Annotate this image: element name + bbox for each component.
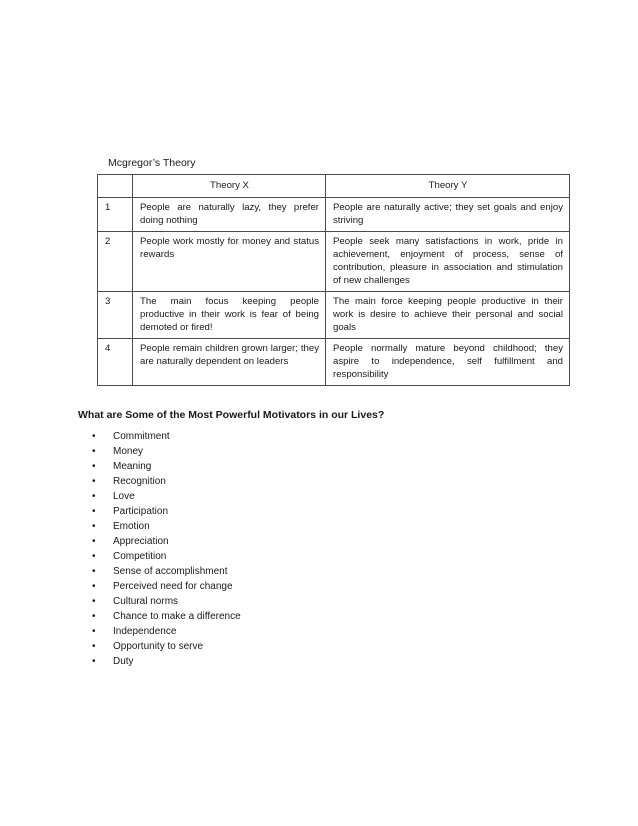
list-item-text: Meaning xyxy=(113,461,152,472)
bullet-icon: • xyxy=(92,446,96,457)
list-item xyxy=(92,504,241,519)
list-item-text: Love xyxy=(113,491,135,502)
theory-table xyxy=(97,174,570,386)
bullet-icon: • xyxy=(92,566,96,577)
list-item xyxy=(92,489,241,504)
table-row xyxy=(98,339,570,386)
bullet-icon: • xyxy=(92,596,96,607)
list-item-text: Commitment xyxy=(113,431,170,442)
table-row xyxy=(98,232,570,292)
header-cell-number xyxy=(98,175,133,198)
theory-y-cell: People seek many satisfactions in work, pride in achievement, enjoyment of process, sense of contribution, pleasure in association and stimulation of new challenges xyxy=(326,232,570,292)
bullet-icon: • xyxy=(92,476,96,487)
theory-y-cell: The main force keeping people productive in their work is desire to achieve their personal and social goals xyxy=(326,292,570,339)
theory-y-cell: People normally mature beyond childhood; they aspire to independence, self fulfillment and responsibility xyxy=(326,339,570,386)
list-item-text: Recognition xyxy=(113,476,166,487)
header-cell-theory-x: Theory X xyxy=(133,175,326,198)
list-item-text: Opportunity to serve xyxy=(113,641,204,652)
list-item-text: Chance to make a difference xyxy=(113,611,241,622)
list-item-text: Participation xyxy=(113,506,169,517)
bullet-icon: • xyxy=(92,521,96,532)
list-item-text: Cultural norms xyxy=(113,596,179,607)
list-item-text: Emotion xyxy=(113,521,150,532)
list-item xyxy=(92,549,241,564)
theory-x-cell: People are naturally lazy, they prefer doing nothing xyxy=(133,198,326,232)
table-header-row xyxy=(98,175,570,198)
list-item xyxy=(92,474,241,489)
row-number: 3 xyxy=(98,292,133,339)
section-heading: What are Some of the Most Powerful Motivators in our Lives? xyxy=(78,409,385,421)
bullet-icon: • xyxy=(92,506,96,517)
list-item xyxy=(92,609,241,624)
list-item-text: Perceived need for change xyxy=(113,581,233,592)
list-item-text: Money xyxy=(113,446,144,457)
list-item xyxy=(92,639,241,654)
list-item xyxy=(92,519,241,534)
table-caption: Mcgregor’s Theory xyxy=(108,157,196,169)
theory-x-cell: The main focus keeping people productive in their work is fear of being demoted or fired! xyxy=(133,292,326,339)
list-item xyxy=(92,624,241,639)
list-item-text: Appreciation xyxy=(113,536,169,547)
motivators-list xyxy=(92,429,241,669)
theory-x-cell: People remain children grown larger; they are naturally dependent on leaders xyxy=(133,339,326,386)
list-item xyxy=(92,594,241,609)
table-row xyxy=(98,198,570,232)
header-cell-theory-y: Theory Y xyxy=(326,175,570,198)
table-row xyxy=(98,292,570,339)
bullet-icon: • xyxy=(92,626,96,637)
bullet-icon: • xyxy=(92,611,96,622)
bullet-icon: • xyxy=(92,641,96,652)
bullet-icon: • xyxy=(92,491,96,502)
bullet-icon: • xyxy=(92,431,96,442)
list-item xyxy=(92,579,241,594)
list-item xyxy=(92,534,241,549)
bullet-icon: • xyxy=(92,461,96,472)
bullet-icon: • xyxy=(92,536,96,547)
list-item xyxy=(92,564,241,579)
list-item xyxy=(92,654,241,669)
list-item xyxy=(92,444,241,459)
bullet-icon: • xyxy=(92,581,96,592)
row-number: 2 xyxy=(98,232,133,292)
theory-y-cell: People are naturally active; they set goals and enjoy striving xyxy=(326,198,570,232)
list-item-text: Sense of accomplishment xyxy=(113,566,228,577)
row-number: 1 xyxy=(98,198,133,232)
list-item-text: Duty xyxy=(113,656,134,667)
row-number: 4 xyxy=(98,339,133,386)
list-item xyxy=(92,459,241,474)
theory-x-cell: People work mostly for money and status rewards xyxy=(133,232,326,292)
bullet-icon: • xyxy=(92,551,96,562)
bullet-icon: • xyxy=(92,656,96,667)
list-item-text: Competition xyxy=(113,551,167,562)
list-item xyxy=(92,429,241,444)
list-item-text: Independence xyxy=(113,626,177,637)
